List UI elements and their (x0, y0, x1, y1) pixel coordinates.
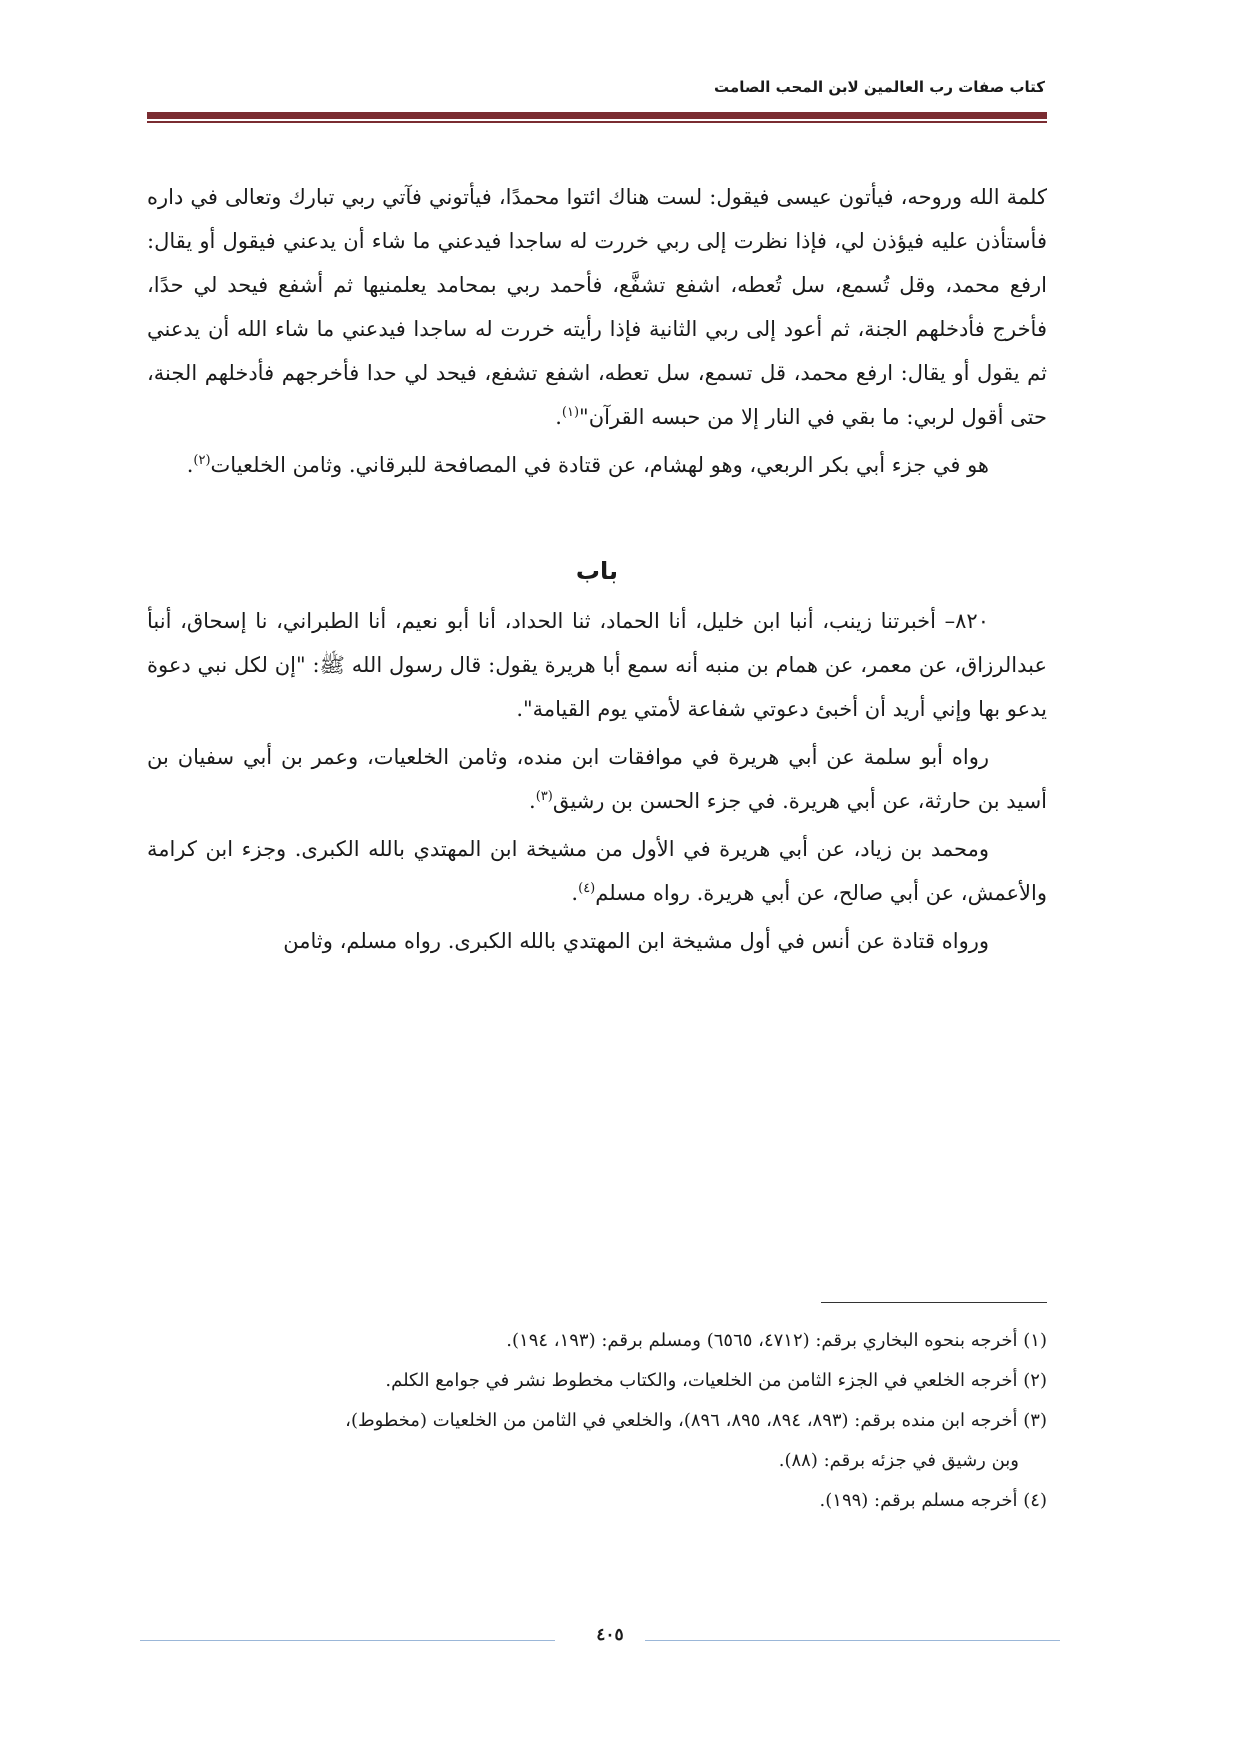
footnote-2: (٢) أخرجه الخلعي في الجزء الثامن من الخلعيات، والكتاب مخطوط نشر في جوامع الكلم. (385, 1370, 1047, 1391)
footnote-separator (821, 1302, 1047, 1303)
paragraph-narration-3: ورواه قتادة عن أنس في أول مشيخة ابن المهتدي بالله الكبرى. رواه مسلم، وثامن (283, 929, 989, 953)
footnote-4: (٤) أخرجه مسلم برقم: (١٩٩). (819, 1490, 1047, 1511)
footnote-1: (١) أخرجه بنحوه البخاري برقم: (٤٧١٢، ٦٥٦٥) ومسلم برقم: (١٩٣، ١٩٤). (506, 1330, 1047, 1351)
footer-rule-right (645, 1640, 1060, 1641)
paragraph-narration-1: رواه أبو سلمة عن أبي هريرة في موافقات ابن منده، وثامن الخلعيات، وعمر بن أبي سفيان بن أسيد بن حارثة، عن أبي هريرة. في جزء الحسن بن رشيق$^{(٣)}$. (147, 745, 1047, 813)
main-text (147, 175, 1047, 967)
footnotes (147, 1322, 1047, 1522)
footnote-marker: (٢) (193, 453, 211, 468)
footnote-3-continuation: وبن رشيق في جزئه برقم: (٨٨). (778, 1450, 1019, 1471)
footnote-marker: (١) (561, 405, 580, 420)
paragraph-narration-2: ومحمد بن زياد، عن أبي هريرة في الأول من مشيخة ابن المهتدي بالله الكبرى. وجزء ابن كرامة والأعمش، عن أبي صالح، عن أبي هريرة. رواه مسلم$^{(٤)}$. (147, 837, 1047, 905)
page-number: ٤٠٥ (596, 1625, 624, 1645)
footnote-3: (٣) أخرجه ابن منده برقم: (٨٩٣، ٨٩٤، ٨٩٥، ٨٩٦)، والخلعي في الثامن من الخلعيات (مخطوط)، (345, 1410, 1047, 1431)
paragraph-hadith-continuation: كلمة الله وروحه، فيأتون عيسى فيقول: لست هناك ائتوا محمدًا، فيأتوني فآتي ربي تبارك وتعالى في داره فأستأذن عليه فيؤذن لي، فإذا نظرت إلى ربي خررت له ساجدا فيدعني ما شاء أن يدعني فيقول أو يقال: ارفع محمد، وقل تُسمع، سل تُعطه، اشفع تشفَّع، فأحمد ربي بمحامد يعلمنيها ثم أشفع فيحد لي حدًا، فأخرج فأدخلهم الجنة، ثم أعود إلى ربي الثانية فإذا رأيته خررت له ساجدا فيدعني ما شاء الله أن يدعني ثم يقول أو يقال: ارفع محمد، قل تسمع، سل تعطه، اشفع تشفع، فيحد لي حدا فأخرجهم فأدخلهم الجنة، حتى أقول لربي: ما بقي في النار إلا من حبسه القرآن"$^{(١)}$. (147, 185, 1047, 429)
header-rule (147, 112, 1047, 119)
running-header: كتاب صفات رب العالمين لابن المحب الصامت (714, 78, 1045, 96)
section-title: باب (575, 557, 619, 585)
footnote-marker: (٣) (535, 789, 553, 804)
footer-rule-left (140, 1640, 555, 1641)
paragraph-hadith-820: ٨٢٠– أخبرتنا زينب، أنبا ابن خليل، أنا الحماد، ثنا الحداد، أنا أبو نعيم، أنا الطبراني، نا إسحاق، أنبأ عبدالرزاق، عن معمر، عن همام بن منبه أنه سمع أبا هريرة يقول: قال رسول الله ﷺ: "إن لكل نبي دعوة يدعو بها وإني أريد أن أخبئ دعوتي شفاعة لأمتي يوم القيامة". (147, 609, 1047, 721)
footnote-marker: (٤) (578, 881, 596, 896)
paragraph-source-note: هو في جزء أبي بكر الربعي، وهو لهشام، عن قتادة في المصافحة للبرقاني. وثامن الخلعيات$^{(٢)}$. (186, 453, 989, 477)
header-rule-secondary (147, 121, 1047, 123)
